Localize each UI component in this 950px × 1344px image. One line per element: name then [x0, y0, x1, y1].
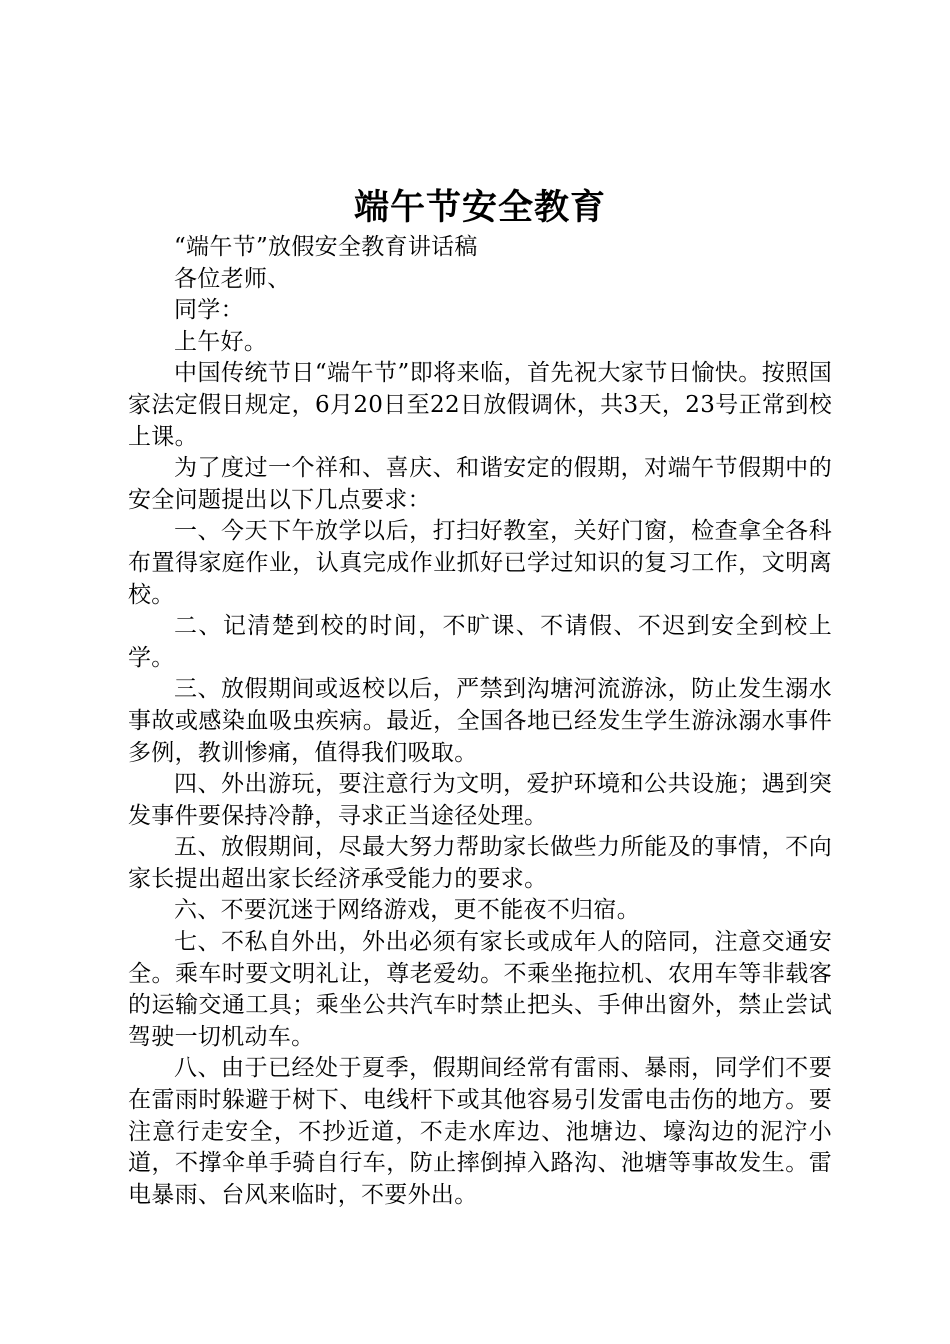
document-page — [128, 186, 832, 1211]
paragraph-good-morning: 上午好。 — [174, 328, 268, 355]
paragraph-item-2: 二、记清楚到校的时间，不旷课、不请假、不迟到安全到校上学。 — [128, 613, 832, 671]
paragraph-item-5: 五、放假期间，尽最大努力帮助家长做些力所能及的事情，不向家长提出超出家长经济承受能力的要求。 — [128, 834, 832, 892]
document-title: 端午节安全教育 — [353, 187, 606, 228]
paragraph-item-6: 六、不要沉迷于网络游戏，更不能夜不归宿。 — [174, 897, 640, 924]
paragraph-greeting-teachers: 各位老师、 — [174, 265, 291, 292]
paragraph-holiday-notice: 中国传统节日“端午节”即将来临，首先祝大家节日愉快。按照国家法定假日规定，6月20日至22日放假调休，共3天，23号正常到校上课。 — [128, 360, 832, 450]
paragraph-item-1: 一、今天下午放学以后，打扫好教室，关好门窗，检查拿全各科布置得家庭作业，认真完成作业抓好已学过知识的复习工作，文明离校。 — [128, 518, 832, 608]
paragraph-item-7: 七、不私自外出，外出必须有家长或成年人的陪同，注意交通安全。乘车时要文明礼让，尊老爱幼。不乘坐拖拉机、农用车等非载客的运输交通工具；乘坐公共汽车时禁止把头、手伸出窗外，禁止尝试驾驶一切机动车。 — [128, 929, 832, 1050]
paragraph-item-4: 四、外出游玩，要注意行为文明，爱护环境和公共设施；遇到突发事件要保持冷静，寻求正当途径处理。 — [128, 771, 832, 829]
paragraph-greeting-students: 同学： — [174, 297, 244, 324]
paragraph-item-3: 三、放假期间或返校以后，严禁到沟塘河流游泳，防止发生溺水事故或感染血吸虫疾病。最近，全国各地已经发生学生游泳溺水事件多例，教训惨痛，值得我们吸取。 — [128, 676, 832, 766]
paragraph-requirements-intro: 为了度过一个祥和、喜庆、和谐安定的假期，对端午节假期中的安全问题提出以下几点要求： — [128, 455, 832, 513]
paragraph-heading: “端午节”放假安全教育讲话稿 — [174, 234, 478, 260]
paragraph-item-8: 八、由于已经处于夏季，假期间经常有雷雨、暴雨，同学们不要在雷雨时躲避于树下、电线杆下或其他容易引发雷电击伤的地方。要注意行走安全，不抄近道，不走水库边、池塘边、壕沟边的泥泞小道，不撑伞单手骑自行车，防止摔倒掉入路沟、池塘等事故发生。雷电暴雨、台风来临时，不要外出。 — [128, 1055, 832, 1208]
